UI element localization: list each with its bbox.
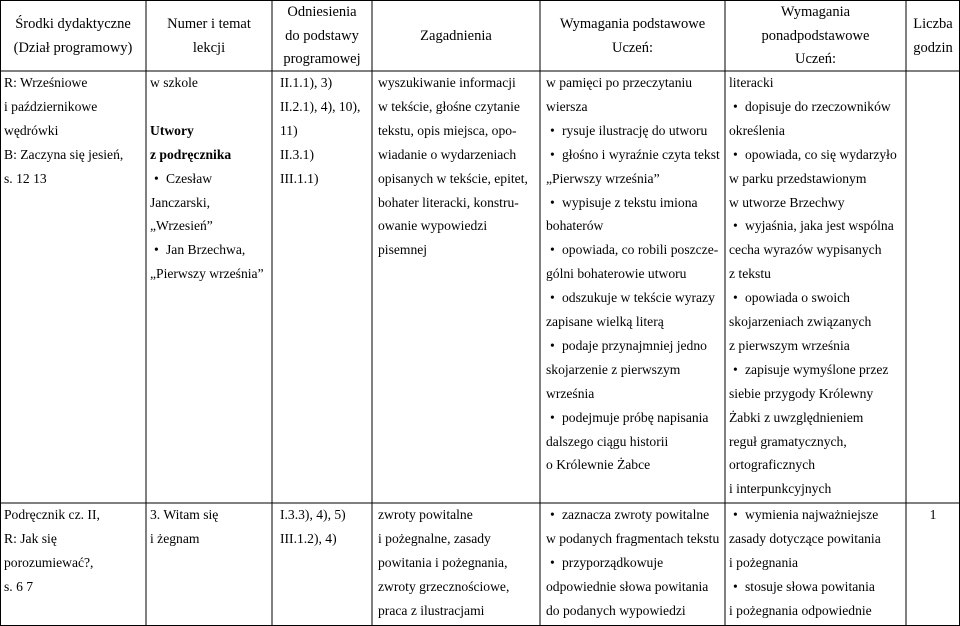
cell-text: „Pierwszy września” [546,170,660,186]
cell-text: września [546,385,595,401]
text-line [4,143,123,167]
cell-text: literacki [729,75,774,90]
text-line [546,262,686,286]
cell-text: s. 6 7 [4,578,34,594]
cell-text: dalszego ciągu historii [546,433,669,449]
cell-text: w parku przedstawionym [729,170,867,186]
cell-text: wypisuje z tekstu imiona [562,194,698,210]
bullet-icon [550,338,562,353]
bullet-icon [550,410,562,425]
cell-text: zwroty powitalne [378,507,473,522]
cell-text: opisanych w tekście, epitet, [378,170,528,186]
cell-text: odpowiednie słowa powitania [546,578,709,594]
text-line [546,310,664,334]
text-line [546,382,594,406]
text-line [150,191,210,215]
cell-text: zapisuje wymyślone przez [745,361,889,377]
text-line [378,527,491,551]
cell-text: głośno i wyraźnie czyta tekst [562,146,720,162]
cell-text: bohaterów [546,218,604,234]
cell-text: i żegnam [150,530,200,546]
text-line [280,119,298,143]
cell-text: „Wrzesień” [150,218,213,234]
cell-text: i interpunkcyjnych [729,481,832,497]
cell-text: i pożegnalne, zasady [378,530,491,546]
text-line [280,95,360,119]
cell-text: wymienia najważniejsze [745,507,879,522]
cell-text: B: Zaczyna się jesień, [4,146,124,162]
text-line [4,119,58,143]
text-line [378,167,528,191]
text-line [729,599,872,623]
cell-text: określenia [729,122,785,138]
cell-text: dopisuje do rzeczowników [745,98,891,114]
text-line [378,95,520,119]
text-line [4,575,33,599]
text-line [150,262,264,286]
text-line [729,119,785,143]
text-line [4,527,57,551]
bullet-item [154,167,212,191]
text-line [729,430,847,454]
cell-text: III.1.1) [280,170,319,186]
cell-text: reguł gramatycznych, [729,433,847,449]
header-cell [906,0,960,71]
text-line [378,238,427,262]
cell-text: R: Wrześniowe [4,75,88,90]
text-line [280,167,319,191]
text-line [280,503,346,527]
bullet-icon [733,218,745,233]
header-text: Uczeń: [794,51,837,68]
bullet-item [550,503,709,527]
header-text: Wymagania podstawowe [559,15,706,32]
bullet-item [550,551,663,575]
bullet-icon [550,195,562,210]
bullet-item [550,406,708,430]
cell-text: i pożegnania [729,554,799,570]
header-text: Uczeń: [611,39,654,56]
bullet-icon [733,507,745,522]
header-text: lekcji [192,39,226,56]
cell-text: opowiada, co robili poszcze- [562,242,719,258]
text-line [729,191,845,215]
cell-text: 11) [280,122,298,138]
text-line [546,430,668,454]
text-line [280,71,332,95]
bullet-icon [154,242,166,257]
text-line [280,527,337,551]
cell-text: Utwory [150,122,194,138]
bullet-item [733,503,878,527]
text-line [729,406,863,430]
text-line [4,95,97,119]
cell-text: wiadanie o wydarzeniach [378,146,517,162]
header-text: Odniesienia [287,3,357,20]
cell-text: stosuje słowa powitania [745,578,875,594]
text-line [729,310,871,334]
text-line [546,214,603,238]
text-line [906,503,960,527]
cell-text: I.3.3), 4), 5) [280,507,346,522]
bullet-item [550,143,720,167]
cell-text: porozumiewać?, [4,554,94,570]
cell-text: wyszukiwanie informacji [378,75,516,90]
bullet-item [733,214,894,238]
bullet-icon [550,242,562,257]
text-line [150,71,198,95]
cell-text: pisemnej [378,242,428,258]
cell-text: wyjaśnia, jaka jest wspólna [745,218,894,234]
bullet-item [733,95,891,119]
cell-text: owanie wypowiedzi [378,218,488,234]
cell-text: podejmuje próbę napisania [562,409,709,425]
bullet-item [550,334,707,358]
header-text: programowej [283,51,361,68]
bullet-item [550,286,715,310]
text-line [378,214,487,238]
cell-text: 1 [929,507,937,522]
cell-text: gólni bohaterowie utworu [546,266,687,282]
text-line [4,71,87,95]
header-text: Numer i temat [167,15,251,32]
bullet-icon [550,507,562,522]
cell-text: w utworze Brzechwy [729,194,845,210]
bullet-icon [733,147,745,162]
bullet-icon [733,579,745,594]
cell-text: cecha wyrazów wypisanych [729,242,882,258]
header-text: do podstawy [285,27,359,44]
text-line [378,599,484,623]
cell-text: o Królewnie Żabce [546,457,651,473]
bullet-icon [154,171,166,186]
bullet-item [550,191,698,215]
text-line [378,551,507,575]
cell-text: opowiada o swoich [745,290,850,306]
header-cell [725,0,906,71]
text-line [729,167,866,191]
text-line [729,262,771,286]
cell-text: wędrówki [4,122,59,138]
header-cell [272,0,372,71]
text-line [729,238,882,262]
cell-text: podaje przynajmniej jedno [562,337,707,353]
cell-text: skojarzenie z pierwszym [546,361,681,377]
text-line [546,527,719,551]
cell-text: II.1.1), 3) [280,75,333,90]
bullet-item [550,238,718,262]
cell-text: z podręcznika [150,146,232,162]
text-line [378,143,516,167]
text-line [150,527,199,551]
text-line [729,382,873,406]
text-line [150,503,218,527]
text-line [729,551,798,575]
text-line [150,143,231,167]
bullet-icon [733,290,745,305]
cell-text: powitania i pożegnania, [378,554,508,570]
cell-text: w szkole [150,75,198,90]
cell-text: w podanych fragmentach tekstu [546,530,720,546]
cell-text: przyporządkowuje [562,554,664,570]
cell-text: w pamięci po przeczytaniu [546,75,693,90]
cell-text: w tekście, głośne czytanie [378,98,520,114]
cell-text: Czesław [166,170,213,186]
text-line [729,71,774,95]
bullet-icon [733,362,745,377]
header-text: Wymagania [780,3,851,20]
text-line [378,575,509,599]
text-line [280,143,314,167]
cell-text: II.3.1) [280,146,314,162]
bullet-item [154,238,245,262]
bullet-icon [550,555,562,570]
text-line [150,214,213,238]
header-cell [0,0,146,71]
header-cell [146,0,272,71]
cell-text: „Pierwszy września” [150,266,264,282]
text-line [729,527,881,551]
cell-text: zapisane wielką literą [546,314,664,329]
text-line [729,477,831,501]
text-line [546,71,692,95]
cell-text: rysuje ilustrację do utworu [562,122,708,138]
cell-text: zasady dotyczące powitania [729,530,881,546]
cell-text: Żabki z uwzględnieniem [729,409,864,425]
text-line [546,453,650,477]
header-text: Środki dydaktyczne [15,15,131,32]
bullet-item [550,119,707,143]
header-text: (Dział programowy) [13,39,133,56]
text-line [378,71,516,95]
cell-text: bohater literacki, konstru- [378,194,519,210]
cell-text: Jan Brzechwa, [166,242,246,258]
text-line [546,575,708,599]
cell-text: siebie przygody Królewny [729,385,874,401]
cell-text: zwroty grzecznościowe, [378,578,510,594]
text-line [378,119,517,143]
bullet-item [733,286,850,310]
cell-text: R: Jak się [4,530,57,546]
cell-text: II.2.1), 4), 10), [280,98,361,114]
bullet-icon [733,99,745,114]
cell-text: skojarzeniach związanych [729,314,872,329]
header-cell [540,0,725,71]
header-cell [372,0,540,71]
cell-text: praca z ilustracjami [378,602,485,618]
text-line [546,358,680,382]
bullet-item [733,143,897,167]
cell-text: 3. Witam się [150,507,219,522]
text-line [4,551,93,575]
cell-text: odszukuje w tekście wyrazy [562,290,715,306]
text-line [4,503,100,527]
text-line [546,95,588,119]
text-line [378,503,473,527]
header-text: godzin [913,39,953,56]
cell-text: z tekstu [729,266,771,282]
cell-text: ortograficznych [729,457,816,473]
cell-text: s. 12 13 [4,170,47,186]
text-line [378,191,519,215]
header-text: ponadpodstawowe [761,27,870,44]
cell-text: do podanych wypowiedzi [546,602,686,618]
text-line [729,334,850,358]
cell-text: i pożegnania odpowiednie [729,602,872,618]
text-line [546,167,660,191]
header-text: Zagadnienia [420,27,492,44]
bullet-item [733,575,875,599]
bullet-icon [550,123,562,138]
cell-text: Janczarski, [150,194,211,210]
cell-text: tekstu, opis miejsca, opo- [378,122,517,138]
cell-text: III.1.2), 4) [280,530,337,546]
bullet-item [733,358,888,382]
text-line [150,119,194,143]
cell-text: opowiada, co się wydarzyło [745,146,897,162]
cell-text: wiersza [546,98,588,114]
cell-text: i październikowe [4,98,98,114]
header-text: Liczba [913,15,953,32]
bullet-icon [550,147,562,162]
bullet-icon [550,290,562,305]
text-line [4,167,47,191]
cell-text: z pierwszym września [729,337,850,353]
cell-text: zaznacza zwroty powitalne [562,507,710,522]
text-line [729,453,815,477]
cell-text: Podręcznik cz. II, [4,507,100,522]
text-line [546,599,686,623]
